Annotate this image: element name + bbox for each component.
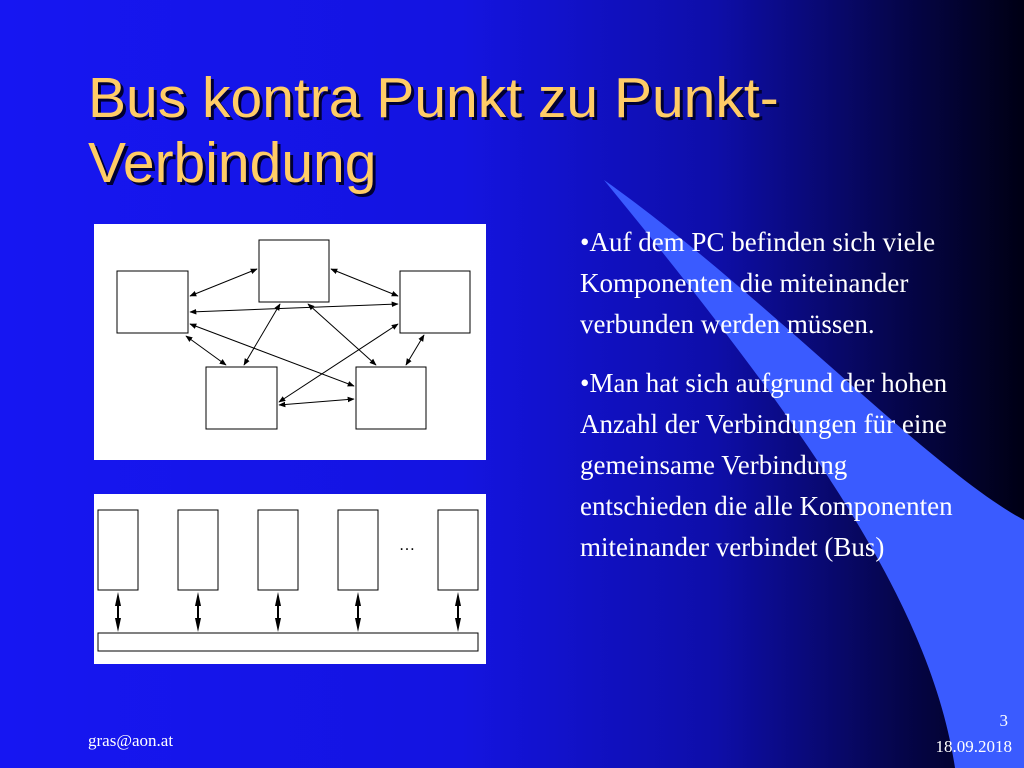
bus-arrow-3	[275, 592, 281, 632]
bus-component-3	[258, 510, 298, 590]
component-box-top	[259, 240, 329, 302]
bus-line	[98, 633, 478, 651]
footer-email: gras@aon.at	[88, 731, 174, 750]
connection-top-right	[331, 269, 398, 296]
component-box-right	[400, 271, 470, 333]
bus-arrow-5	[455, 592, 461, 632]
bus-diagram-svg	[94, 494, 486, 664]
connection-left-bottom-left	[186, 336, 226, 365]
bus-diagram	[94, 494, 486, 664]
bullet-item: •Auf dem PC befinden sich viele Komponenten die miteinander verbunden werden müssen.	[580, 227, 936, 339]
bus-arrow-4	[355, 592, 361, 632]
connection-left-top	[190, 269, 257, 296]
bus-arrows	[115, 592, 461, 632]
connection-left-right	[190, 304, 398, 312]
slide-title: Bus kontra Punkt zu Punkt-Verbindung	[88, 66, 779, 195]
slide-date: 18.09.2018	[935, 737, 1012, 756]
component-box-bottom-left	[206, 367, 277, 429]
connection-top-bottom-right	[308, 304, 376, 365]
connection-right-bottom-right	[406, 335, 424, 365]
bus-component-1	[98, 510, 138, 590]
slide-number: 3	[999, 711, 1008, 730]
bus-ellipsis: …	[399, 537, 415, 554]
component-box-bottom-right	[356, 367, 426, 429]
bullet-item: •Man hat sich aufgrund der hohen Anzahl der Verbindungen für eine gemeinsame Verbindung entschieden die alle Komponenten miteinander verbindet (Bus)	[580, 368, 953, 562]
point-to-point-diagram	[94, 224, 486, 460]
bullet-list	[580, 222, 980, 586]
connection-bottom-left-bottom-right	[279, 399, 354, 405]
component-box-left	[117, 271, 188, 333]
bus-arrow-2	[195, 592, 201, 632]
point-to-point-diagram-svg	[94, 224, 486, 460]
bus-arrow-1	[115, 592, 121, 632]
bus-component-4	[338, 510, 378, 590]
bus-component-2	[178, 510, 218, 590]
bus-component-5	[438, 510, 478, 590]
